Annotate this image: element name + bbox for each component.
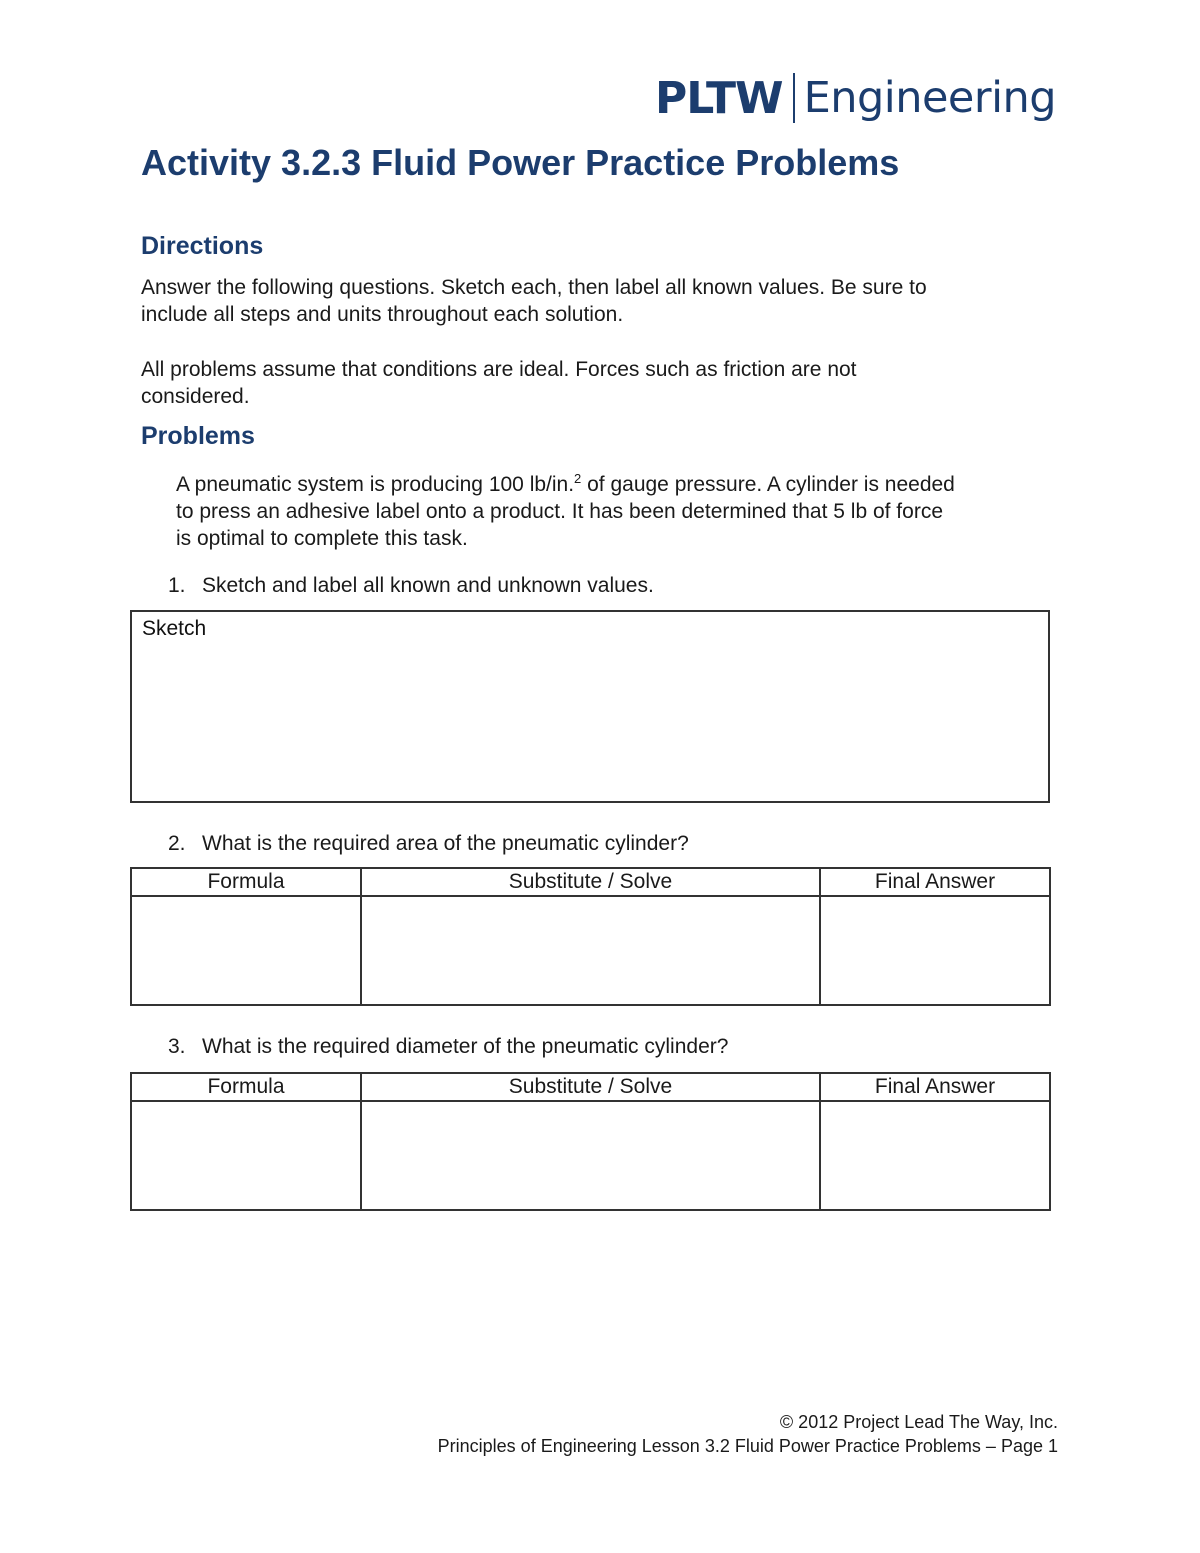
formula-header: Formula	[131, 1073, 361, 1101]
formula-cell[interactable]	[131, 1101, 361, 1210]
answer-table-3	[130, 1072, 1051, 1211]
formula-header: Formula	[131, 868, 361, 896]
directions-paragraph-2: All problems assume that conditions are ideal. Forces such as friction are not considered.	[141, 358, 857, 408]
formula-cell[interactable]	[131, 896, 361, 1005]
problem-intro: A pneumatic system is producing 100 lb/in.$^2$ of gauge pressure. A cylinder is needed to press an adhesive label onto a product. It has been determined that 5 lb of force is optimal to complete this task.	[176, 471, 955, 550]
substitute-solve-header: Substitute / Solve	[361, 1073, 820, 1101]
answer-table-2	[130, 867, 1051, 1006]
directions-heading: Directions	[141, 232, 264, 260]
logo-brand: PLTW	[655, 72, 783, 124]
question-1: 1. Sketch and label all known and unknown values.	[168, 574, 654, 597]
page-footer	[438, 1410, 1058, 1458]
logo-divider	[793, 73, 795, 123]
question-2: 2. What is the required area of the pneumatic cylinder?	[168, 832, 689, 855]
sketch-box[interactable]	[130, 610, 1050, 803]
substitute-solve-cell[interactable]	[361, 896, 820, 1005]
page-title: Activity 3.2.3 Fluid Power Practice Problems	[141, 142, 900, 183]
final-answer-header: Final Answer	[820, 868, 1050, 896]
sketch-label: Sketch	[142, 617, 207, 640]
directions-paragraph-1: Answer the following questions. Sketch each, then label all known values. Be sure to include all steps and units throughout each solution.	[141, 276, 927, 326]
final-answer-cell[interactable]	[820, 1101, 1050, 1210]
substitute-solve-cell[interactable]	[361, 1101, 820, 1210]
question-3: 3. What is the required diameter of the pneumatic cylinder?	[168, 1035, 729, 1058]
final-answer-cell[interactable]	[820, 896, 1050, 1005]
pltw-engineering-logo	[655, 70, 1056, 126]
logo-word: Engineering	[803, 73, 1057, 123]
substitute-solve-header: Substitute / Solve	[361, 868, 820, 896]
footer-page-info: Principles of Engineering Lesson 3.2 Fluid Power Practice Problems – Page 1	[437, 1436, 1058, 1456]
final-answer-header: Final Answer	[820, 1073, 1050, 1101]
problems-heading: Problems	[141, 422, 255, 450]
copyright-text: © 2012 Project Lead The Way, Inc.	[779, 1412, 1058, 1432]
